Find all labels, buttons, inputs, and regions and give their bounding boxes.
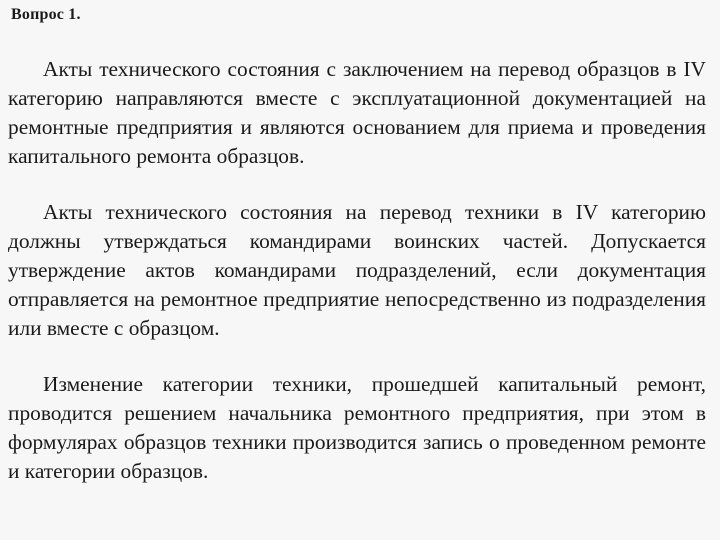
paragraph-repair-acts: Акты технического состояния с заключением на перевод образцов в IV категорию направляются вместе с эксплуатационной документацией на ремонтные предприятия и являются основанием для приема и проведения капитального ремонта образцов. [8,57,706,168]
question-title: Вопрос 1. [11,6,81,23]
paragraph-category-change: Изменение категории техники, прошедшей капитальный ремонт, проводится решением начальника ремонтного предприятия, при этом в формулярах образцов техники производится запись о проведенном ремонте и категории образцов. [8,372,706,483]
paragraph-approval-acts: Акты технического состояния на перевод техники в IV категорию должны утверждаться командирами воинских частей. Допускается утверждение актов командирами подразделений, если документация отправляется на ремонтное предприятие непосредственно из подразделения или вместе с образцом. [8,200,706,340]
